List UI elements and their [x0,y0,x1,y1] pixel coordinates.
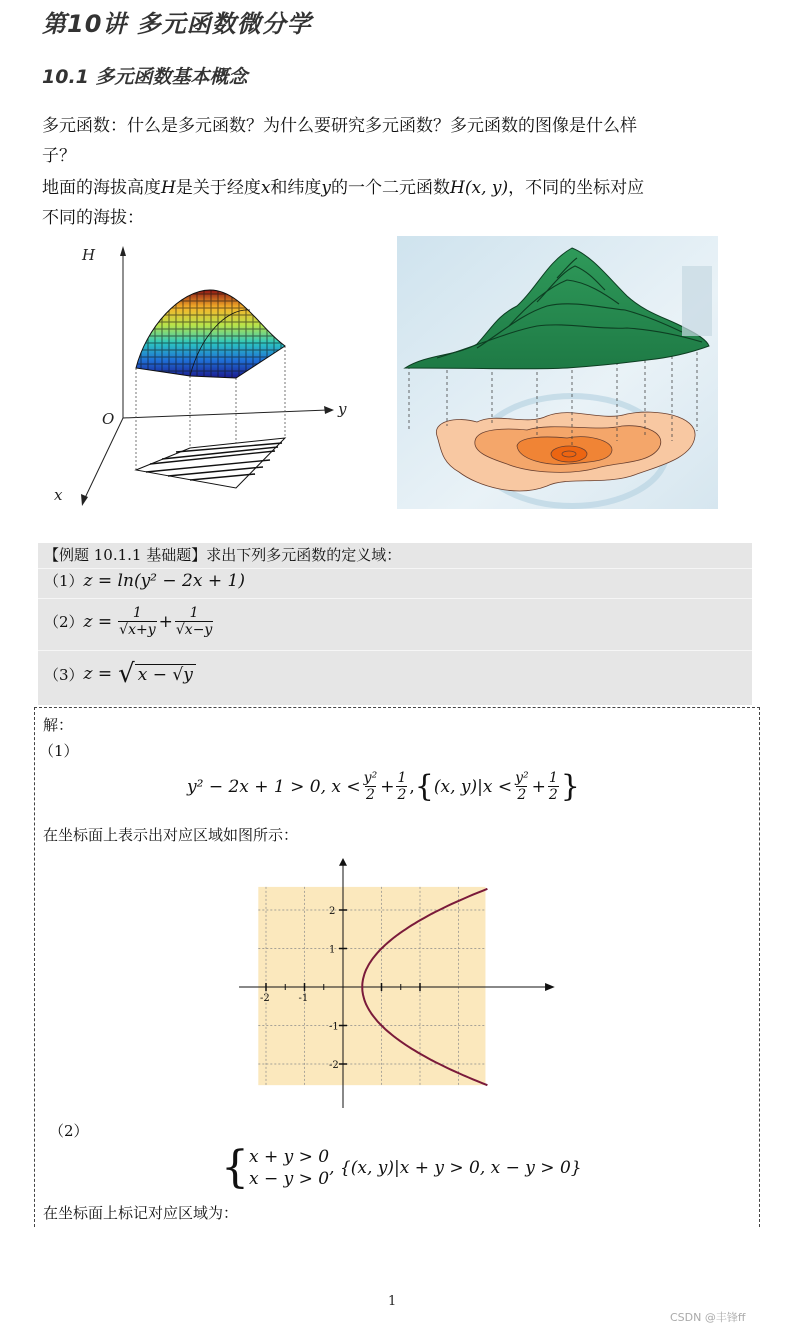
label-h: H [82,246,96,264]
label-y: y [338,400,347,418]
solution-label: 解： [43,716,74,734]
caption-2: 在坐标面上标记对应区域为： [43,1204,239,1222]
example-box [38,543,752,705]
example-item-3: （3） z = √ x − √y [44,661,196,687]
page-number: 1 [388,1294,397,1309]
intro-line-2: 子？ [42,146,76,166]
y-tick-label: 1 [329,944,336,956]
solution-part-1: （1） [39,742,79,760]
section-title: 10.1 多元函数基本概念 [42,66,248,88]
shaded-region [258,887,485,1085]
equation-1: y² − 2x + 1 > 0, x < $\frac{\text{y²}}{2}$ + $\frac{1}{2}$ , { (x, y)|x < $\frac{\text{y²}}{2}$ + $\frac{1}{2}$ } [187,768,580,804]
example-title: 【例题 10.1.1 基础题】求出下列多元函数的定义域： [44,546,402,564]
label-origin: O [102,410,115,428]
x-tick-label: -2 [260,993,270,1004]
solution-part-2: （2） [49,1122,89,1140]
equation-2: { x + y > 0 x − y > 0 , {(x, y)|x + y > 0, x − y > 0} [221,1142,582,1193]
x-axis [84,418,123,500]
y-tick-label: -1 [329,1021,339,1033]
example-item-2: （2） z = $\frac{1}{√x+y}$ + $\frac{1}{√x-y}$ [44,605,213,638]
x-tick-label: -1 [298,993,309,1004]
y-axis [123,410,328,418]
label-x: x [54,486,63,504]
intro-line-4: 不同的海拔： [42,208,144,228]
intro-line-3: 地面的海拔高度H是关于经度x和纬度y的一个二元函数H(x, y)，不同的坐标对应 [42,178,645,198]
x-axis-arrow [545,983,555,991]
watermark: CSDN @丰锋ff [670,1311,746,1324]
terrain-illustration [397,236,718,509]
surface-diagram [50,238,360,508]
example-item-1: （1）z = ln(y² − 2x + 1) [44,571,245,591]
y-tick-label: 2 [329,906,336,917]
caption-1: 在坐标面上表示出对应区域如图所示： [43,826,299,844]
y-axis-arrow [339,858,347,866]
domain-chart [231,852,561,1108]
lecture-title: 第10讲 多元函数微分学 [42,10,312,38]
intro-line-1: 多元函数：什么是多元函数？为什么要研究多元函数？多元函数的图像是什么样 [42,116,637,136]
y-tick-label: -2 [329,1060,339,1071]
solution-box [34,707,760,1227]
